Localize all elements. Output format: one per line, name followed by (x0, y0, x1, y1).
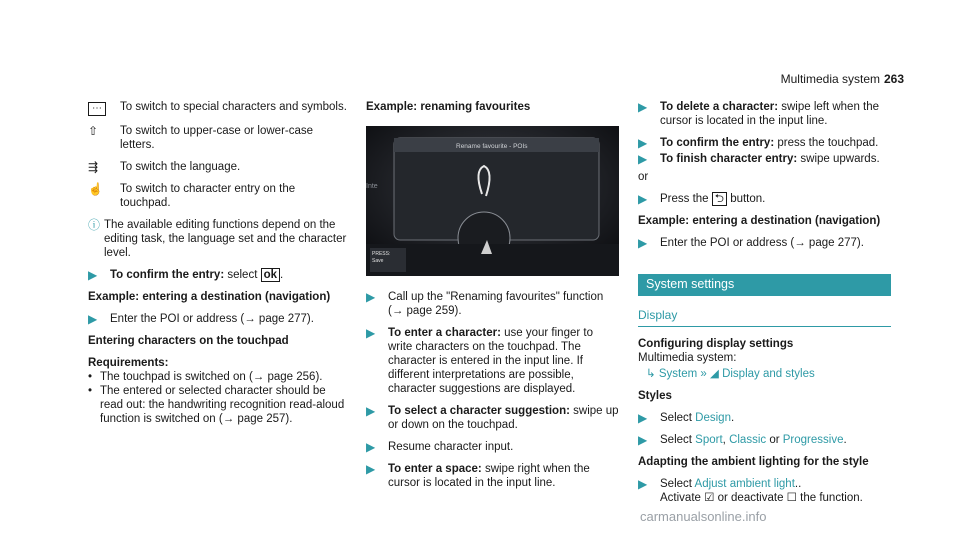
step-text: swipe upwards. (797, 153, 880, 165)
step-arrow-icon: ▶ (366, 404, 376, 418)
design-link[interactable]: Design (695, 412, 731, 424)
column-3 (638, 100, 891, 513)
back-pre: Press the (660, 193, 712, 205)
or-text: or (638, 171, 649, 183)
step-bold: To enter a space: (388, 463, 482, 475)
note (88, 218, 348, 260)
checkbox-unchecked-icon: ☐ (786, 492, 797, 504)
classic-link[interactable]: Classic (729, 434, 767, 446)
icon-row-language (88, 160, 348, 174)
icon-desc: To switch to upper-case or lower-case letters. (120, 125, 314, 151)
step-arrow-icon: ▶ (638, 152, 648, 166)
step-text: Resume character input. (388, 441, 514, 453)
step-arrow-icon: ▶ (638, 192, 648, 206)
step (638, 152, 891, 166)
ambient-link[interactable]: Adjust ambient light (694, 478, 795, 490)
step-arrow-icon: ▶ (638, 136, 648, 150)
example-heading: Example: entering a destination (navigation) (88, 291, 331, 303)
step-arrow-icon: ▶ (638, 433, 648, 447)
step (366, 326, 619, 396)
requirement-text: The touchpad is switched on (→ page 256). (100, 371, 323, 383)
sport-link[interactable]: Sport (695, 434, 723, 446)
step-arrow-icon: ▶ (88, 312, 98, 326)
ok-icon: ok (261, 268, 280, 282)
icon-desc: To switch to special characters and symbols. (120, 101, 347, 113)
info-icon: ⓘ (88, 218, 101, 232)
note-text: The available editing functions depend on the editing task, the language set and the character level. (104, 219, 347, 259)
icon-row-special (88, 100, 348, 116)
dots-icon: ⋯ (88, 100, 120, 116)
back-step (638, 192, 891, 206)
ambient-step (638, 477, 891, 505)
requirement-item: • The entered or selected character should be read out: the handwriting recognition read-aloud function is switched on (→ page 257). (88, 384, 348, 426)
screenshot-image (366, 126, 619, 276)
back-icon: ⮌ (712, 192, 727, 206)
example-step (88, 312, 348, 326)
section-heading: Entering characters on the touchpad (88, 335, 289, 347)
watermark: carmanualsonline.info (640, 509, 767, 524)
activate-text: Activate (660, 492, 705, 504)
path-system[interactable]: System (658, 368, 698, 380)
example-step-text: Enter the POI or address (→ page 277). (110, 313, 314, 325)
icon-desc: To switch the language. (120, 161, 241, 173)
requirement-item: • The touchpad is switched on (→ page 256). (88, 371, 323, 383)
step-text: Call up the "Renaming favourites" function (→ page 259). (388, 291, 604, 317)
step (366, 404, 619, 432)
checkbox-checked-icon: ☑ (704, 492, 715, 504)
page-number: 263 (884, 72, 905, 86)
step-bold: To delete a character: (660, 101, 779, 113)
requirements-heading: Requirements: (88, 357, 169, 369)
config-line: Multimedia system: (638, 352, 737, 364)
step-pre: Select (660, 412, 696, 424)
step-arrow-icon: ▶ (366, 440, 376, 454)
language-icon: ⇶ (88, 160, 99, 174)
step-bold: To select a character suggestion: (388, 405, 570, 417)
step (366, 440, 619, 454)
path-arrow-icon: ↳ (646, 368, 656, 380)
step (638, 136, 891, 150)
step-pre: Select (660, 478, 695, 490)
step-arrow-icon: ▶ (638, 411, 648, 425)
step-post: .. (794, 478, 802, 490)
step-pre: Select (660, 434, 696, 446)
step-bold: To enter a character: (388, 327, 501, 339)
confirm-step (88, 268, 348, 282)
styles-heading: Styles (638, 390, 672, 402)
screenshot-press: PRESS: Save (372, 251, 391, 264)
style-step: ▶ Select Sport, Classic or Progressive. (638, 433, 847, 447)
step-arrow-icon: ▶ (638, 100, 648, 114)
confirm-end: . (280, 269, 284, 281)
path-separator-icon: » (700, 368, 707, 380)
confirm-text: select (224, 269, 261, 281)
step-bold: To finish character entry: (660, 153, 798, 165)
step (366, 462, 619, 490)
screenshot-side: Inte (366, 183, 378, 190)
path-display-and-styles[interactable]: Display and styles (722, 368, 815, 380)
deactivate-text: or deactivate (714, 492, 787, 504)
step (638, 100, 891, 128)
display-icon: ◢ (710, 368, 719, 380)
step-text: use your finger to write characters on the touchpad. The character is entered in the input line. If different interpretations are possible, character suggestions are displayed. (388, 327, 593, 395)
function-text: the function. (796, 492, 863, 504)
step-arrow-icon: ▶ (638, 236, 648, 250)
step-text: swipe up or down on the touchpad. (388, 405, 619, 431)
icon-row-shift (88, 124, 348, 152)
shift-icon: ⇧ (88, 124, 99, 138)
config-title: Configuring display settings (638, 338, 794, 350)
icon-desc: To switch to character entry on the touchpad. (120, 183, 296, 209)
column-2 (366, 100, 619, 498)
screenshot-title: Rename favourite - POIs (456, 143, 528, 150)
step-text: press the touchpad. (774, 137, 879, 149)
confirm-bold: To confirm the entry: (110, 269, 225, 281)
step-text: swipe left when the cursor is located in the input line. (660, 101, 880, 127)
requirement-text: The entered or selected character should be read out: the handwriting recognition read-aloud function is switched on (→ page 257). (100, 385, 345, 425)
step-arrow-icon: ▶ (638, 477, 648, 491)
step-bold: To confirm the entry: (660, 137, 775, 149)
touch-icon: ☝ (88, 182, 103, 196)
example-heading: Example: renaming favourites (366, 101, 531, 113)
column-1 (88, 100, 348, 426)
step-arrow-icon: ▶ (366, 326, 376, 340)
back-post: button. (727, 193, 766, 205)
menu-path (646, 367, 891, 381)
step-post: . (730, 412, 735, 424)
icon-row-touch (88, 182, 348, 210)
step-arrow-icon: ▶ (366, 290, 376, 304)
example-step (638, 236, 891, 250)
example-step-text: Enter the POI or address (→ page 277). (660, 237, 864, 249)
progressive-link[interactable]: Progressive (782, 434, 844, 446)
step-arrow-icon: ▶ (366, 462, 376, 476)
step (366, 290, 619, 318)
step-arrow-icon: ▶ (88, 268, 98, 282)
page-header-title: Multimedia system (780, 72, 880, 86)
example-heading: Example: entering a destination (navigation) (638, 215, 881, 227)
ambient-heading: Adapting the ambient lighting for the style (638, 456, 869, 468)
step-text: swipe right when the cursor is located in the input line. (388, 463, 590, 489)
display-subheader: Display (638, 304, 891, 327)
system-settings-header: System settings (638, 274, 891, 296)
style-step (638, 411, 891, 425)
